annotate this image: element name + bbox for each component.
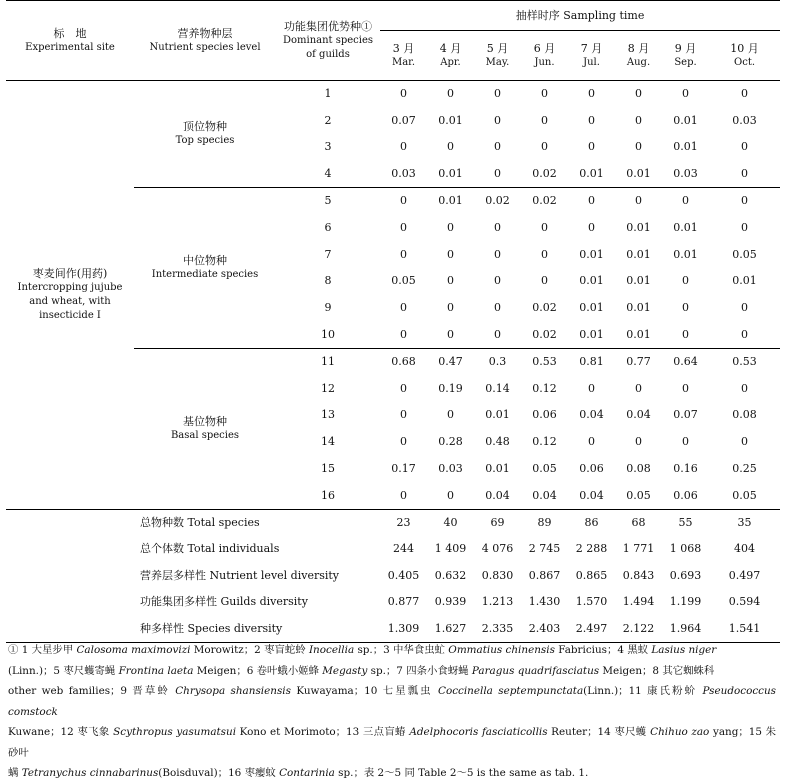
- group-cell: [134, 348, 276, 509]
- guild-id: 8: [324, 274, 332, 288]
- value-cell: 0.01: [579, 301, 604, 315]
- value-cell: 0: [588, 140, 595, 154]
- value-cell: 0: [741, 140, 749, 154]
- value-cell: 0: [709, 322, 780, 349]
- site-en1: Intercropping jujube: [17, 281, 123, 293]
- summary-row: [6, 509, 780, 536]
- value-cell: 0: [541, 247, 548, 261]
- blank-cell: [6, 616, 134, 643]
- value-cell: 0.03: [732, 113, 757, 127]
- guild-id: 11: [321, 355, 335, 369]
- value-cell: 0: [682, 381, 689, 395]
- summary-row: [6, 562, 780, 589]
- summary-value: 55: [678, 515, 693, 529]
- value-cell: 0: [635, 381, 642, 395]
- header-level-cn: 营养物种层: [177, 26, 233, 40]
- value-cell: 0: [447, 274, 454, 288]
- value-cell: 0.07: [391, 113, 416, 127]
- table-row: [6, 81, 780, 108]
- summary-value: 0.939: [434, 595, 467, 609]
- guild-id: 9: [324, 301, 332, 315]
- value-cell: 0.04: [626, 408, 651, 422]
- value-cell: 0: [447, 220, 454, 234]
- summary-value: 2.335: [474, 616, 521, 643]
- guild-id: 6: [324, 220, 332, 234]
- value-cell: 0: [588, 194, 595, 208]
- summary-value: 1.213: [481, 595, 514, 609]
- value-cell: 0: [494, 113, 501, 127]
- value-cell: 0: [682, 274, 689, 288]
- summary-value: 1.627: [427, 616, 474, 643]
- value-cell: 0: [682, 87, 689, 101]
- value-cell: 0: [741, 381, 749, 395]
- value-cell: 0.04: [579, 408, 604, 422]
- value-cell: 0: [400, 381, 407, 395]
- value-cell: 0.53: [732, 355, 757, 369]
- guild-id: 12: [321, 381, 335, 395]
- value-cell: 0.01: [579, 247, 604, 261]
- summary-value: 68: [631, 515, 646, 529]
- summary-label: 功能集团多样性 Guilds diversity: [140, 595, 308, 609]
- site-cn: 枣麦间作(用药): [32, 266, 108, 280]
- month-header: 5 月 May.: [474, 31, 521, 81]
- value-cell: 0: [494, 301, 501, 315]
- value-cell: 0.02: [532, 301, 557, 315]
- summary-value: 2 288: [575, 542, 608, 556]
- summary-value: 0.830: [481, 568, 514, 582]
- summary-value: 40: [443, 515, 458, 529]
- footnote: [8, 640, 776, 784]
- value-cell: 0: [494, 140, 501, 154]
- value-cell: 0: [541, 87, 548, 101]
- value-cell: 0: [447, 247, 454, 261]
- value-cell: 0.17: [391, 462, 416, 476]
- value-cell: 0: [447, 301, 454, 315]
- value-cell: 0.53: [532, 355, 557, 369]
- value-cell: 0.06: [662, 482, 709, 509]
- summary-value: 86: [584, 515, 599, 529]
- value-cell: 0: [494, 247, 501, 261]
- value-cell: 0: [741, 220, 749, 234]
- value-cell: 0: [741, 87, 749, 101]
- summary-value: 0.867: [528, 568, 561, 582]
- value-cell: 0: [400, 140, 407, 154]
- summary-value: 244: [393, 542, 414, 556]
- value-cell: 0.68: [391, 355, 416, 369]
- table-body: [6, 81, 780, 643]
- guild-id: 15: [321, 462, 335, 476]
- value-cell: 0.01: [673, 140, 698, 154]
- value-cell: 0.64: [673, 355, 698, 369]
- value-cell: 0: [400, 435, 407, 449]
- value-cell: 0.02: [521, 161, 568, 188]
- value-cell: 0: [400, 301, 407, 315]
- summary-value: 0.693: [669, 568, 702, 582]
- value-cell: 0.01: [626, 274, 651, 288]
- value-cell: 0: [400, 194, 407, 208]
- value-cell: 0: [447, 87, 454, 101]
- summary-value: 0.405: [387, 568, 420, 582]
- guild-id: 10: [276, 322, 380, 349]
- summary-value: 1.309: [380, 616, 427, 643]
- value-cell: 0.06: [579, 462, 604, 476]
- summary-value: 2 745: [528, 542, 561, 556]
- header-level: [134, 1, 276, 81]
- value-cell: 0.04: [568, 482, 615, 509]
- summary-row: [6, 589, 780, 616]
- value-cell: 0.48: [485, 435, 510, 449]
- header-level-en: Nutrient species level: [149, 41, 261, 53]
- header-sampling: 抽样时序 Sampling time: [380, 1, 780, 31]
- guild-id: 14: [321, 435, 335, 449]
- value-cell: 0.01: [427, 161, 474, 188]
- guild-id: 5: [324, 194, 332, 208]
- summary-value: 0.843: [622, 568, 655, 582]
- value-cell: 0.01: [626, 247, 651, 261]
- value-cell: 0.28: [438, 435, 463, 449]
- value-cell: 0: [588, 220, 595, 234]
- value-cell: 0: [541, 220, 548, 234]
- summary-label: 种多样性 Species diversity: [134, 616, 380, 643]
- value-cell: 0.06: [532, 408, 557, 422]
- value-cell: 0.04: [521, 482, 568, 509]
- value-cell: 0: [400, 87, 407, 101]
- group-cn: 顶位物种: [183, 120, 227, 134]
- footnote-line: (Linn.)；5 枣尺蠖寄蝇 Frontina laeta Meigen；6 卷叶蛾小姬蜂 Megasty sp.；7 四条小食蚜蝇 Paragus quadrifasciatus Meigen；8 其它蜘蛛科: [8, 664, 715, 677]
- value-cell: 0.01: [615, 161, 662, 188]
- value-cell: 0: [380, 482, 427, 509]
- footnote-line: Kuwane；12 枣飞象 Scythropus yasumatsui Kono et Morimoto；13 三点盲蝽 Adelphocoris fasciaticollis Reuter；14 枣尺蠖 Chihuo zao yang；15 朱砂叶: [8, 726, 776, 759]
- group-en: Top species: [175, 135, 235, 147]
- value-cell: 0: [635, 87, 642, 101]
- summary-value: 1 771: [622, 542, 655, 556]
- value-cell: 0.01: [615, 322, 662, 349]
- value-cell: 0.01: [438, 194, 463, 208]
- value-cell: 0: [635, 140, 642, 154]
- value-cell: 0.04: [474, 482, 521, 509]
- summary-value: 1.430: [528, 595, 561, 609]
- group-cell: [134, 81, 276, 188]
- value-cell: 0: [741, 194, 749, 208]
- summary-value: 4 076: [481, 542, 514, 556]
- value-cell: 0.47: [438, 355, 463, 369]
- summary-value: 2.497: [568, 616, 615, 643]
- value-cell: 0: [682, 194, 689, 208]
- value-cell: 0.02: [485, 194, 510, 208]
- value-cell: 0.01: [485, 408, 510, 422]
- footnote-line: other web families；9 晋草蛉 Chrysopa shansiensis Kuwayama；10 七星瓢虫 Coccinella septempunctata(Linn.)；11 康氏粉蚧 Pseudococcus comstock: [8, 685, 776, 718]
- guild-id: 13: [321, 408, 335, 422]
- value-cell: 0.16: [673, 462, 698, 476]
- month-header: 9 月 Sep.: [662, 31, 709, 81]
- value-cell: 0: [741, 435, 749, 449]
- guild-id: 16: [276, 482, 380, 509]
- value-cell: 0: [588, 381, 595, 395]
- value-cell: 0: [682, 301, 689, 315]
- value-cell: 0.05: [391, 274, 416, 288]
- value-cell: 0: [474, 322, 521, 349]
- summary-label: 总物种数 Total species: [140, 515, 260, 529]
- summary-label: 总个体数 Total individuals: [140, 542, 280, 556]
- value-cell: 0: [662, 322, 709, 349]
- value-cell: 0.05: [709, 482, 780, 509]
- blank-cell: [6, 536, 134, 563]
- value-cell: 0: [541, 140, 548, 154]
- value-cell: 0: [494, 87, 501, 101]
- value-cell: 0: [474, 161, 521, 188]
- value-cell: 0: [447, 140, 454, 154]
- summary-value: 0.865: [575, 568, 608, 582]
- summary-value: 1.541: [709, 616, 780, 643]
- value-cell: 0.05: [615, 482, 662, 509]
- footnote-line: ① 1 大星步甲 Calosoma maximovizi Morowitz；2 枣盲蛇蛉 Inocellia sp.；3 中华食虫虻 Ommatius chinensis Fabricius；4 黑蚁 Lasius niger: [8, 644, 717, 656]
- guild-id: 3: [324, 140, 332, 154]
- header-site-cn: 标 地: [53, 26, 87, 40]
- group-cn: 中位物种: [183, 254, 227, 268]
- summary-value: 1.964: [662, 616, 709, 643]
- group-cell: [134, 188, 276, 349]
- group-en: Intermediate species: [151, 269, 259, 281]
- header-site: [6, 1, 134, 81]
- value-cell: 0.05: [532, 462, 557, 476]
- group-en: Basal species: [170, 429, 240, 441]
- value-cell: 0.3: [488, 355, 507, 369]
- value-cell: 0: [741, 301, 749, 315]
- guild-id: 2: [324, 113, 332, 127]
- footnote-line: 螨 Tetranychus cinnabarinus(Boisduval)；16 枣瘿蚊 Contarinia sp.；表 2～5 同 Table 2～5 is the same as tab. 1.: [8, 767, 589, 779]
- value-cell: 0.03: [380, 161, 427, 188]
- value-cell: 0.77: [626, 355, 651, 369]
- value-cell: 0.01: [568, 161, 615, 188]
- value-cell: 0: [447, 408, 454, 422]
- summary-row: [6, 616, 780, 643]
- value-cell: 0.07: [673, 408, 698, 422]
- value-cell: 0: [494, 274, 501, 288]
- value-cell: 0.03: [438, 462, 463, 476]
- header-guild: [276, 1, 380, 81]
- summary-value: 23: [396, 515, 411, 529]
- value-cell: 0: [588, 113, 595, 127]
- guild-id: 4: [276, 161, 380, 188]
- month-header: 6 月 Jun.: [521, 31, 568, 81]
- month-header: 4 月 Apr.: [427, 31, 474, 81]
- value-cell: 0: [427, 482, 474, 509]
- month-header: 3 月 Mar.: [380, 31, 427, 81]
- value-cell: 0: [635, 194, 642, 208]
- value-cell: 0.19: [438, 381, 463, 395]
- summary-value: 1.494: [622, 595, 655, 609]
- summary-value: 89: [537, 515, 552, 529]
- value-cell: 0.01: [626, 220, 651, 234]
- value-cell: 0.01: [673, 113, 698, 127]
- value-cell: 0: [380, 322, 427, 349]
- value-cell: 0.03: [662, 161, 709, 188]
- summary-value: 69: [490, 515, 505, 529]
- value-cell: 0: [588, 87, 595, 101]
- summary-value: 2.403: [521, 616, 568, 643]
- summary-value: 0.632: [434, 568, 467, 582]
- summary-row: [6, 536, 780, 563]
- value-cell: 0: [709, 161, 780, 188]
- value-cell: 0: [427, 322, 474, 349]
- value-cell: 0: [682, 435, 689, 449]
- summary-value: 1.570: [575, 595, 608, 609]
- blank-cell: [6, 509, 134, 536]
- header-guild-cn: 功能集团优势种①: [284, 19, 372, 33]
- summary-value: 2.122: [615, 616, 662, 643]
- summary-value: 1 409: [434, 542, 467, 556]
- value-cell: 0.12: [532, 435, 557, 449]
- guild-id: 7: [324, 247, 332, 261]
- blank-cell: [6, 589, 134, 616]
- value-cell: 0.02: [521, 322, 568, 349]
- value-cell: 0: [541, 113, 548, 127]
- summary-value: 1.199: [669, 595, 702, 609]
- value-cell: 0.25: [732, 462, 757, 476]
- site-en2: and wheat, with: [29, 295, 111, 307]
- value-cell: 0.02: [532, 194, 557, 208]
- value-cell: 0: [400, 220, 407, 234]
- summary-label: 营养层多样性 Nutrient level diversity: [140, 568, 340, 582]
- site-en3: insecticide Ⅰ: [39, 309, 101, 321]
- value-cell: 0.12: [532, 381, 557, 395]
- value-cell: 0.01: [673, 247, 698, 261]
- value-cell: 0.01: [673, 220, 698, 234]
- summary-value: 0.877: [387, 595, 420, 609]
- summary-value: 0.497: [728, 568, 761, 582]
- group-cn: 基位物种: [183, 414, 227, 428]
- table-container: [6, 0, 780, 643]
- value-cell: 0: [635, 113, 642, 127]
- summary-value: 0.594: [728, 595, 761, 609]
- value-cell: 0.01: [579, 274, 604, 288]
- summary-value: 35: [737, 515, 752, 529]
- site-cell: [6, 81, 134, 510]
- value-cell: 0.08: [626, 462, 651, 476]
- value-cell: 0: [588, 435, 595, 449]
- value-cell: 0.01: [732, 274, 757, 288]
- header-guild-en1: Dominant species: [282, 34, 374, 46]
- month-header: 8 月 Aug.: [615, 31, 662, 81]
- value-cell: 0: [400, 247, 407, 261]
- value-cell: 0.01: [568, 322, 615, 349]
- blank-cell: [6, 562, 134, 589]
- summary-value: 1 068: [669, 542, 702, 556]
- month-header: 7 月 Jul.: [568, 31, 615, 81]
- value-cell: 0.01: [626, 301, 651, 315]
- value-cell: 0: [635, 435, 642, 449]
- value-cell: 0.05: [732, 247, 757, 261]
- value-cell: 0.14: [485, 381, 510, 395]
- data-table: [6, 0, 780, 643]
- value-cell: 0: [400, 408, 407, 422]
- value-cell: 0.01: [438, 113, 463, 127]
- guild-id: 1: [324, 87, 332, 101]
- value-cell: 0.01: [485, 462, 510, 476]
- header-guild-en2: of guilds: [306, 48, 350, 60]
- header-site-en: Experimental site: [25, 41, 115, 53]
- value-cell: 0: [541, 274, 548, 288]
- value-cell: 0.08: [732, 408, 757, 422]
- summary-value: 404: [734, 542, 756, 556]
- value-cell: 0.81: [579, 355, 604, 369]
- month-header: 10 月 Oct.: [709, 31, 780, 81]
- value-cell: 0: [494, 220, 501, 234]
